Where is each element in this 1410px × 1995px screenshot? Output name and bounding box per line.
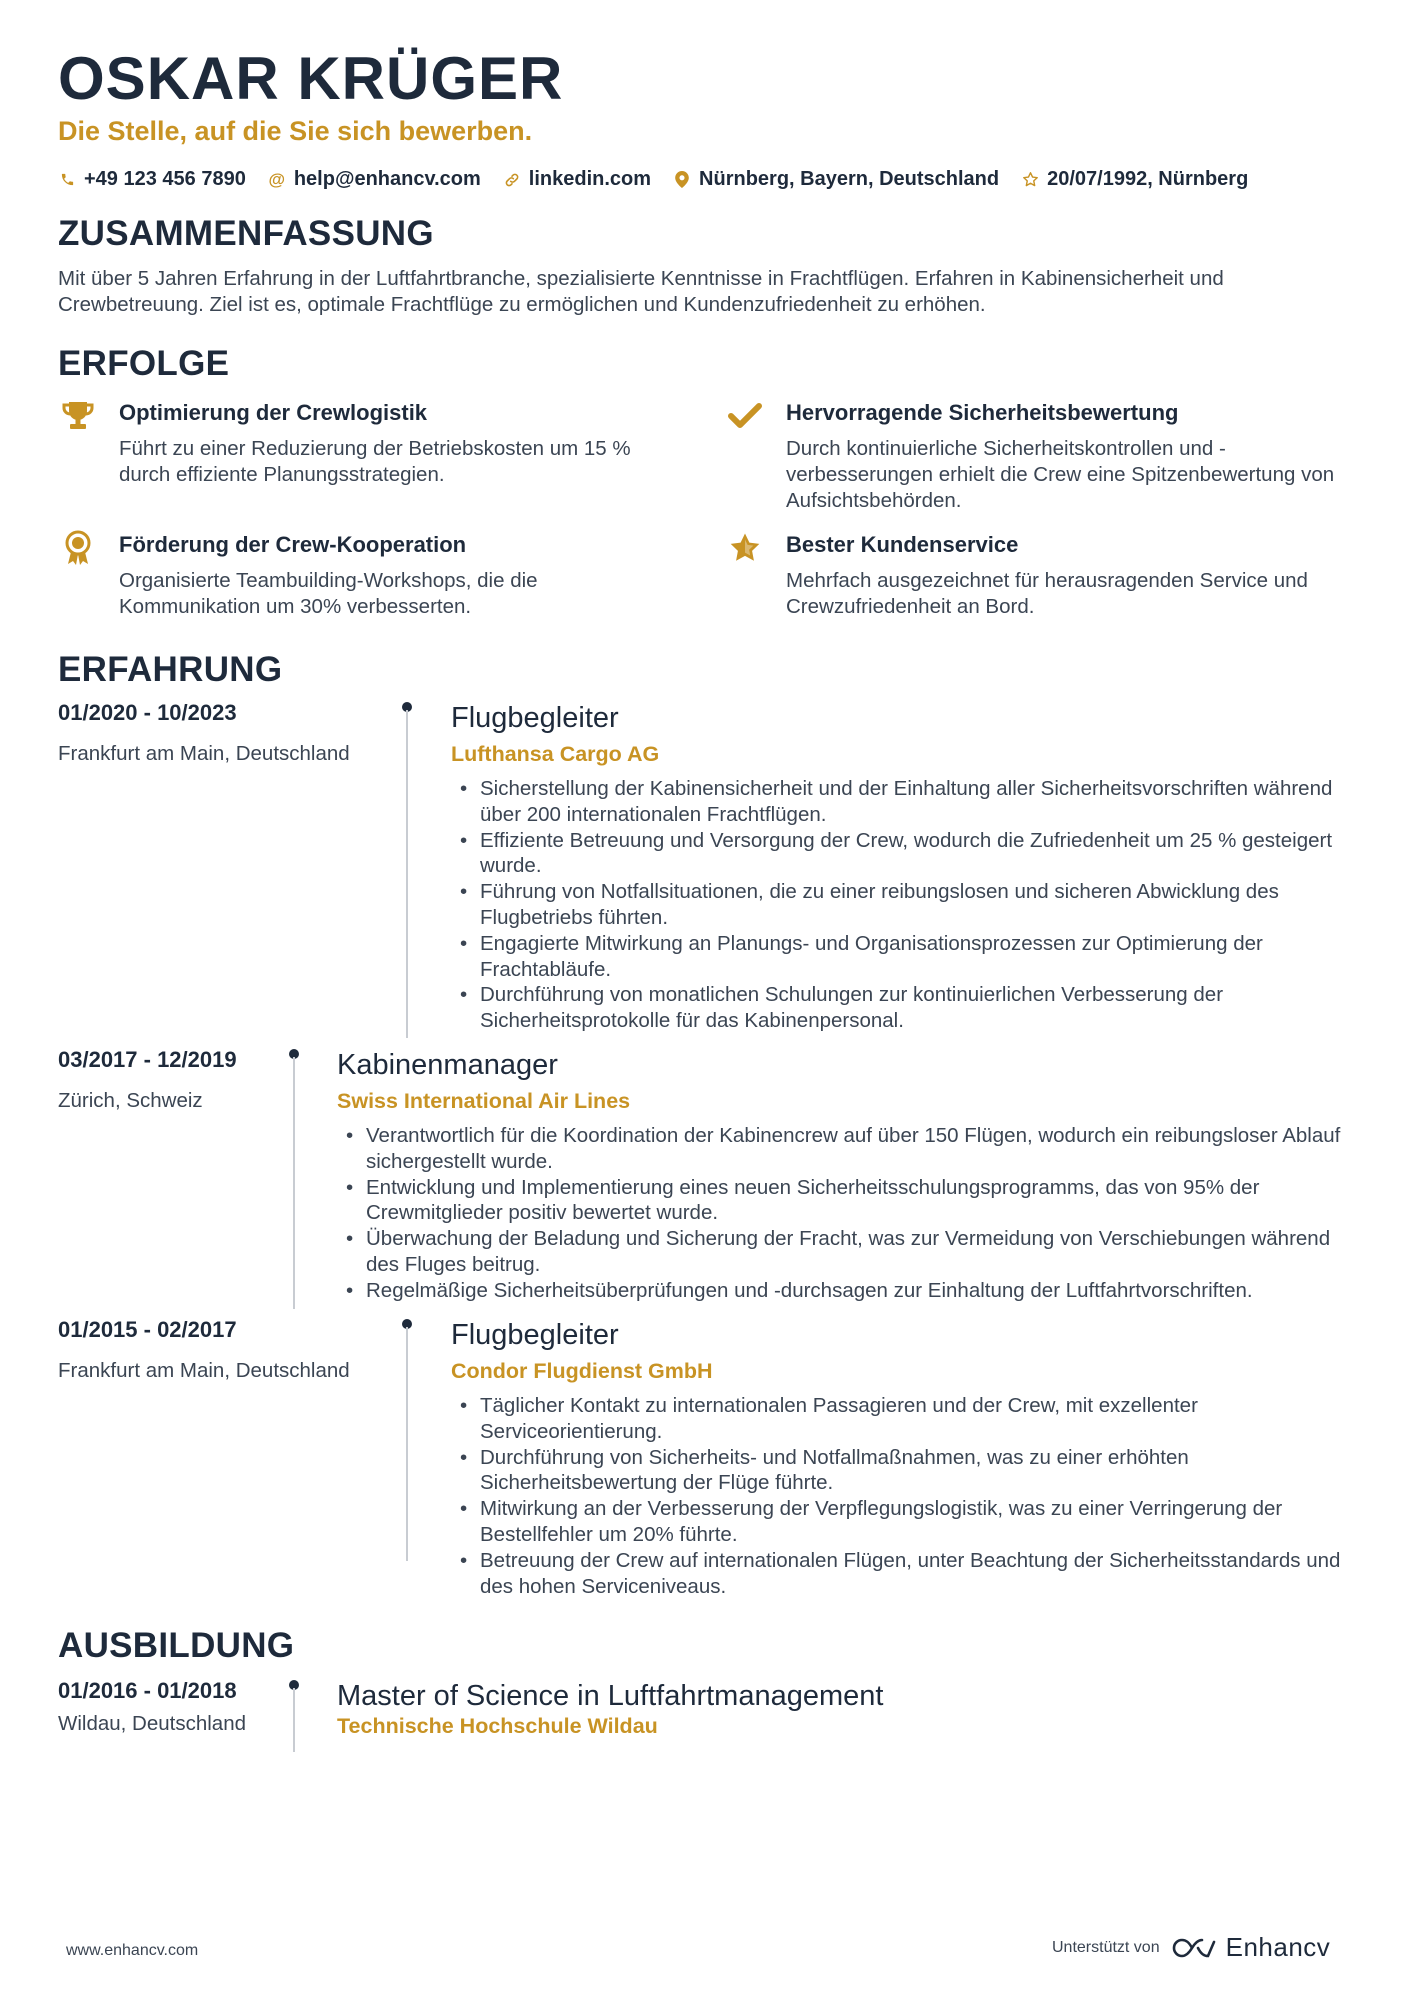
star-icon — [725, 530, 765, 566]
experience-bullet: • Entwicklung und Implementierung eines neuen Sicherheitsschulungsprogramms, das von 95% der Crewmitglieder positiv bewertet wurde. — [337, 1175, 1357, 1227]
experience-bullet: • Überwachung der Beladung und Sicherung der Fracht, was zur Vermeidung von Verschiebungen während des Fluges beitrug. — [337, 1226, 1357, 1278]
enhancv-logo-icon — [1172, 1936, 1218, 1960]
experience-role: Flugbegleiter — [451, 702, 619, 734]
experience-bullet: • Verantwortlich für die Koordination der Kabinencrew auf über 150 Flügen, wodurch ein reibungsloser Ablauf sichergestellt wurde. — [337, 1123, 1357, 1175]
contact-phone — [58, 168, 246, 191]
link-icon — [503, 172, 521, 188]
summary-heading: ZUSAMMENFASSUNG — [58, 214, 434, 253]
experience-bullet: • Sicherstellung der Kabinensicherheit und der Einhaltung aller Sicherheitsvorschriften während über 200 internationalen Frachtflügen. — [451, 776, 1371, 828]
contact-bar — [58, 168, 1270, 191]
footer-powered-by: Unterstützt von — [1052, 1938, 1160, 1956]
contact-linkedin — [503, 168, 651, 191]
medal-icon — [58, 530, 98, 566]
summary-text: Mit über 5 Jahren Erfahrung in der Luftfahrtbranche, spezialisierte Kenntnisse in Frachtflügen. Erfahren in Kabinensicherheit und Crewbetreuung. Ziel ist es, optimale Frachtflüge zu ermöglichen und Kundenzufriedenheit zu erhöhen. — [58, 267, 1224, 316]
experience-company: Lufthansa Cargo AG — [451, 742, 660, 766]
experience-bullet: • Durchführung von Sicherheits- und Notfallmaßnahmen, was zu einer erhöhten Sicherheitsbewertung der Flüge führte. — [451, 1445, 1351, 1497]
education-heading: AUSBILDUNG — [58, 1626, 295, 1665]
experience-location: Zürich, Schweiz — [58, 1089, 203, 1112]
achievement-description: Führt zu einer Reduzierung der Betriebskosten um 15 % durch effiziente Planungsstrategien. — [119, 437, 631, 486]
experience-date: 01/2015 - 02/2017 — [58, 1317, 237, 1342]
candidate-name: OSKAR KRÜGER — [58, 45, 564, 112]
location-pin-icon — [673, 171, 691, 188]
contact-email-text: help@enhancv.com — [293, 168, 481, 190]
contact-location-text: Nürnberg, Bayern, Deutschland — [699, 168, 1000, 190]
footer-website[interactable]: www.enhancv.com — [66, 1942, 199, 1959]
experience-bullets — [451, 1393, 1351, 1599]
experience-bullet: • Durchführung von monatlichen Schulungen zur kontinuierlichen Verbesserung der Sicherheitsprotokolle für das Kabinenpersonal. — [451, 982, 1371, 1034]
enhancv-logo-text: Enhancv — [1225, 1932, 1331, 1962]
experience-role: Kabinenmanager — [337, 1049, 558, 1081]
footer-branding — [1052, 1932, 1330, 1963]
experience-bullets — [337, 1123, 1357, 1304]
at-icon: @ — [268, 169, 286, 189]
experience-location: Frankfurt am Main, Deutschland — [58, 742, 350, 765]
education-location: Wildau, Deutschland — [58, 1712, 247, 1735]
timeline-line — [406, 710, 408, 1038]
enhancv-logo — [1172, 1932, 1331, 1963]
achievement-description: Mehrfach ausgezeichnet für herausragenden Service und Crewzufriedenheit an Bord. — [786, 569, 1308, 618]
experience-bullet: • Täglicher Kontakt zu internationalen Passagieren und der Crew, mit exzellenter Serviceorientierung. — [451, 1393, 1351, 1445]
education-degree: Master of Science in Luftfahrtmanagement — [337, 1680, 884, 1712]
achievement-title: Förderung der Crew-Kooperation — [119, 532, 467, 557]
contact-phone-text: +49 123 456 7890 — [84, 168, 246, 190]
experience-heading: ERFAHRUNG — [58, 650, 283, 689]
experience-bullet: • Mitwirkung an der Verbesserung der Verpflegungslogistik, was zu einer Verringerung der Bestellfehler um 20% führte. — [451, 1496, 1351, 1548]
achievement-description: Durch kontinuierliche Sicherheitskontrollen und -verbesserungen erhielt die Crew eine Spitzenbewertung von Aufsichtsbehörden. — [786, 437, 1335, 512]
checkmark-icon — [725, 398, 765, 434]
timeline-line — [406, 1327, 408, 1561]
experience-bullet: • Betreuung der Crew auf internationalen Flügen, unter Beachtung der Sicherheitsstandards und des hohen Serviceniveaus. — [451, 1548, 1351, 1600]
contact-birth — [1021, 168, 1248, 191]
contact-email — [268, 168, 481, 191]
experience-date: 03/2017 - 12/2019 — [58, 1047, 237, 1072]
experience-bullet: • Engagierte Mitwirkung an Planungs- und Organisationsprozessen zur Optimierung der Frachtabläufe. — [451, 931, 1371, 983]
achievement-title: Optimierung der Crewlogistik — [119, 400, 428, 425]
experience-role: Flugbegleiter — [451, 1319, 619, 1351]
achievement-title: Hervorragende Sicherheitsbewertung — [786, 400, 1179, 425]
achievements-heading: ERFOLGE — [58, 344, 230, 383]
phone-icon — [58, 172, 76, 187]
job-title: Die Stelle, auf die Sie sich bewerben. — [58, 116, 533, 146]
experience-date: 01/2020 - 10/2023 — [58, 700, 237, 725]
timeline-line — [293, 1688, 295, 1752]
experience-company: Swiss International Air Lines — [337, 1089, 631, 1113]
experience-bullet: • Effiziente Betreuung und Versorgung der Crew, wodurch die Zufriedenheit um 25 % gesteigert wurde. — [451, 828, 1371, 880]
achievement-title: Bester Kundenservice — [786, 532, 1019, 557]
contact-location — [673, 168, 999, 191]
experience-bullet: • Führung von Notfallsituationen, die zu einer reibungslosen und sicheren Abwicklung des Flugbetriebs führten. — [451, 879, 1371, 931]
experience-bullet: • Regelmäßige Sicherheitsüberprüfungen und -durchsagen zur Einhaltung der Luftfahrtvorschriften. — [337, 1278, 1357, 1304]
trophy-icon — [58, 398, 98, 434]
star-icon — [1021, 171, 1039, 188]
education-date: 01/2016 - 01/2018 — [58, 1678, 237, 1703]
achievement-description: Organisierte Teambuilding-Workshops, die die Kommunikation um 30% verbesserten. — [119, 569, 538, 618]
experience-bullets — [451, 776, 1371, 1034]
timeline-line — [293, 1057, 295, 1309]
contact-birth-text: 20/07/1992, Nürnberg — [1047, 168, 1249, 190]
experience-location: Frankfurt am Main, Deutschland — [58, 1359, 350, 1382]
experience-company: Condor Flugdienst GmbH — [451, 1359, 713, 1383]
contact-linkedin-text: linkedin.com — [528, 168, 652, 190]
education-school: Technische Hochschule Wildau — [337, 1714, 658, 1738]
